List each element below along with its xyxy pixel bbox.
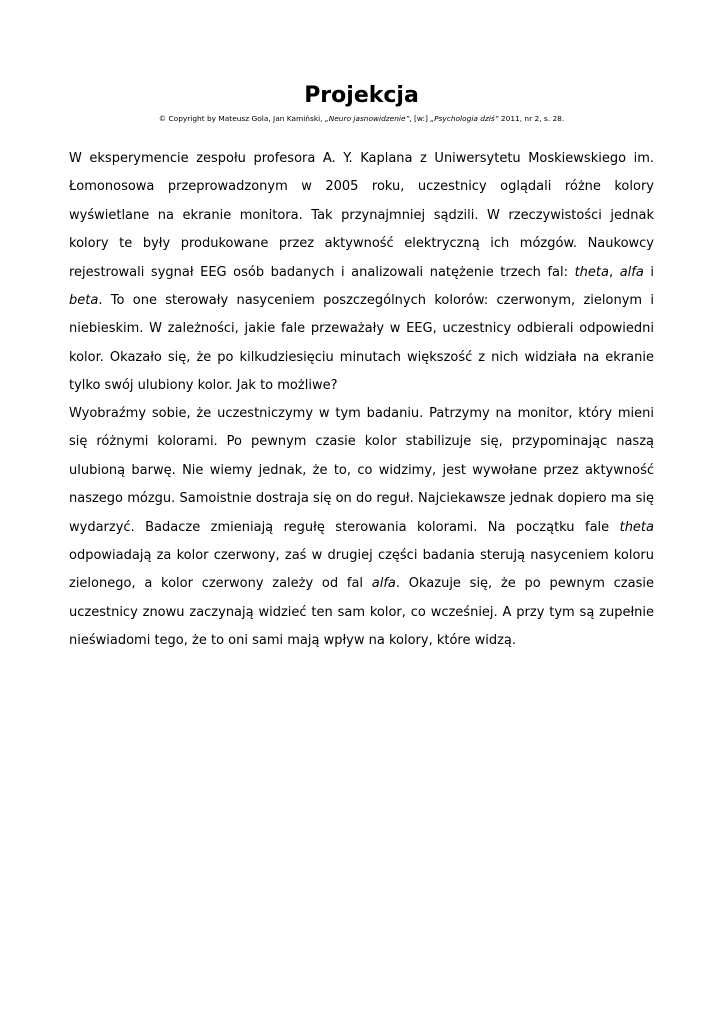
term-alfa: alfa [371, 576, 396, 592]
copyright-journal: „Psychologia dziś” [430, 114, 499, 123]
copyright-in: , [w:] [409, 114, 431, 123]
paragraph-1-text-c: i [643, 264, 654, 280]
paragraph-2 [69, 400, 654, 656]
page-title: Projekcja [304, 83, 419, 108]
copyright-authors: © Copyright by Mateusz Gola, Jan Kamiński, [158, 114, 325, 123]
copyright-article-title: „Neuro jasnowidzenie” [324, 114, 410, 123]
paragraph-2-text-a: Wyobraźmy sobie, że uczestniczymy w tym badaniu. Patrzymy na monitor, który mieni się różnymi kolorami. Po pewnym czasie kolor stabilizuje się, przypominając naszą ulubioną barwę. Nie wiemy jednak, że to, co widzimy, jest wywołane przez aktywność naszego mózgu. Samoistnie dostraja się on do reguł. Najciekawsze jednak dopiero ma się wydarzyć. Badacze zmieniają regułę sterowania kolorami. Na początku fale [69, 406, 654, 535]
paragraph-2-text-c: . Okazuje się, że po pewnym czasie uczestnicy znowu zaczynają widzieć ten sam kolor, co wcześniej. A przy tym są zupełnie nieświadomi tego, że to oni sami mają wpływ na kolory, które widzą. [69, 576, 654, 649]
term-alfa: alfa [619, 264, 644, 280]
copyright-note [69, 114, 654, 124]
term-beta: beta [69, 293, 99, 309]
paragraph-1-text-a: W eksperymencie zespołu profesora A. Y. Kaplana z Uniwersytetu Moskiewskiego im. Łomonosowa przeprowadzonym w 2005 roku, uczestnicy oglądali różne kolory wyświetlane na ekranie monitora. Tak przynajmniej sądzili. W rzeczywistości jednak kolory te były produkowane przez aktywność elektryczną ich mózgów. Naukowcy rejestrowali sygnał EEG osób badanych i analizowali natężenie trzech fal: [69, 151, 654, 280]
paragraph-1-text-d: . To one sterowały nasyceniem poszczególnych kolorów: czerwonym, zielonym i niebieskim. W zależności, jakie fale przeważały w EEG, uczestnicy odbierali odpowiedni kolor. Okazało się, że po kilkudziesięciu minutach większość z nich widziała na ekranie tylko swój ulubiony kolor. Jak to możliwe? [69, 293, 654, 394]
paragraph-1-text-b: , [608, 264, 620, 280]
copyright-issue: 2011, nr 2, s. 28. [498, 114, 565, 123]
paragraph-1 [69, 145, 654, 401]
term-theta: theta [574, 264, 609, 280]
paragraph-2-text-b: odpowiadają za kolor czerwony, zaś w drugiej części badania sterują nasyceniem koloru zielonego, a kolor czerwony zależy od fal [69, 548, 654, 592]
term-theta: theta [619, 519, 654, 535]
